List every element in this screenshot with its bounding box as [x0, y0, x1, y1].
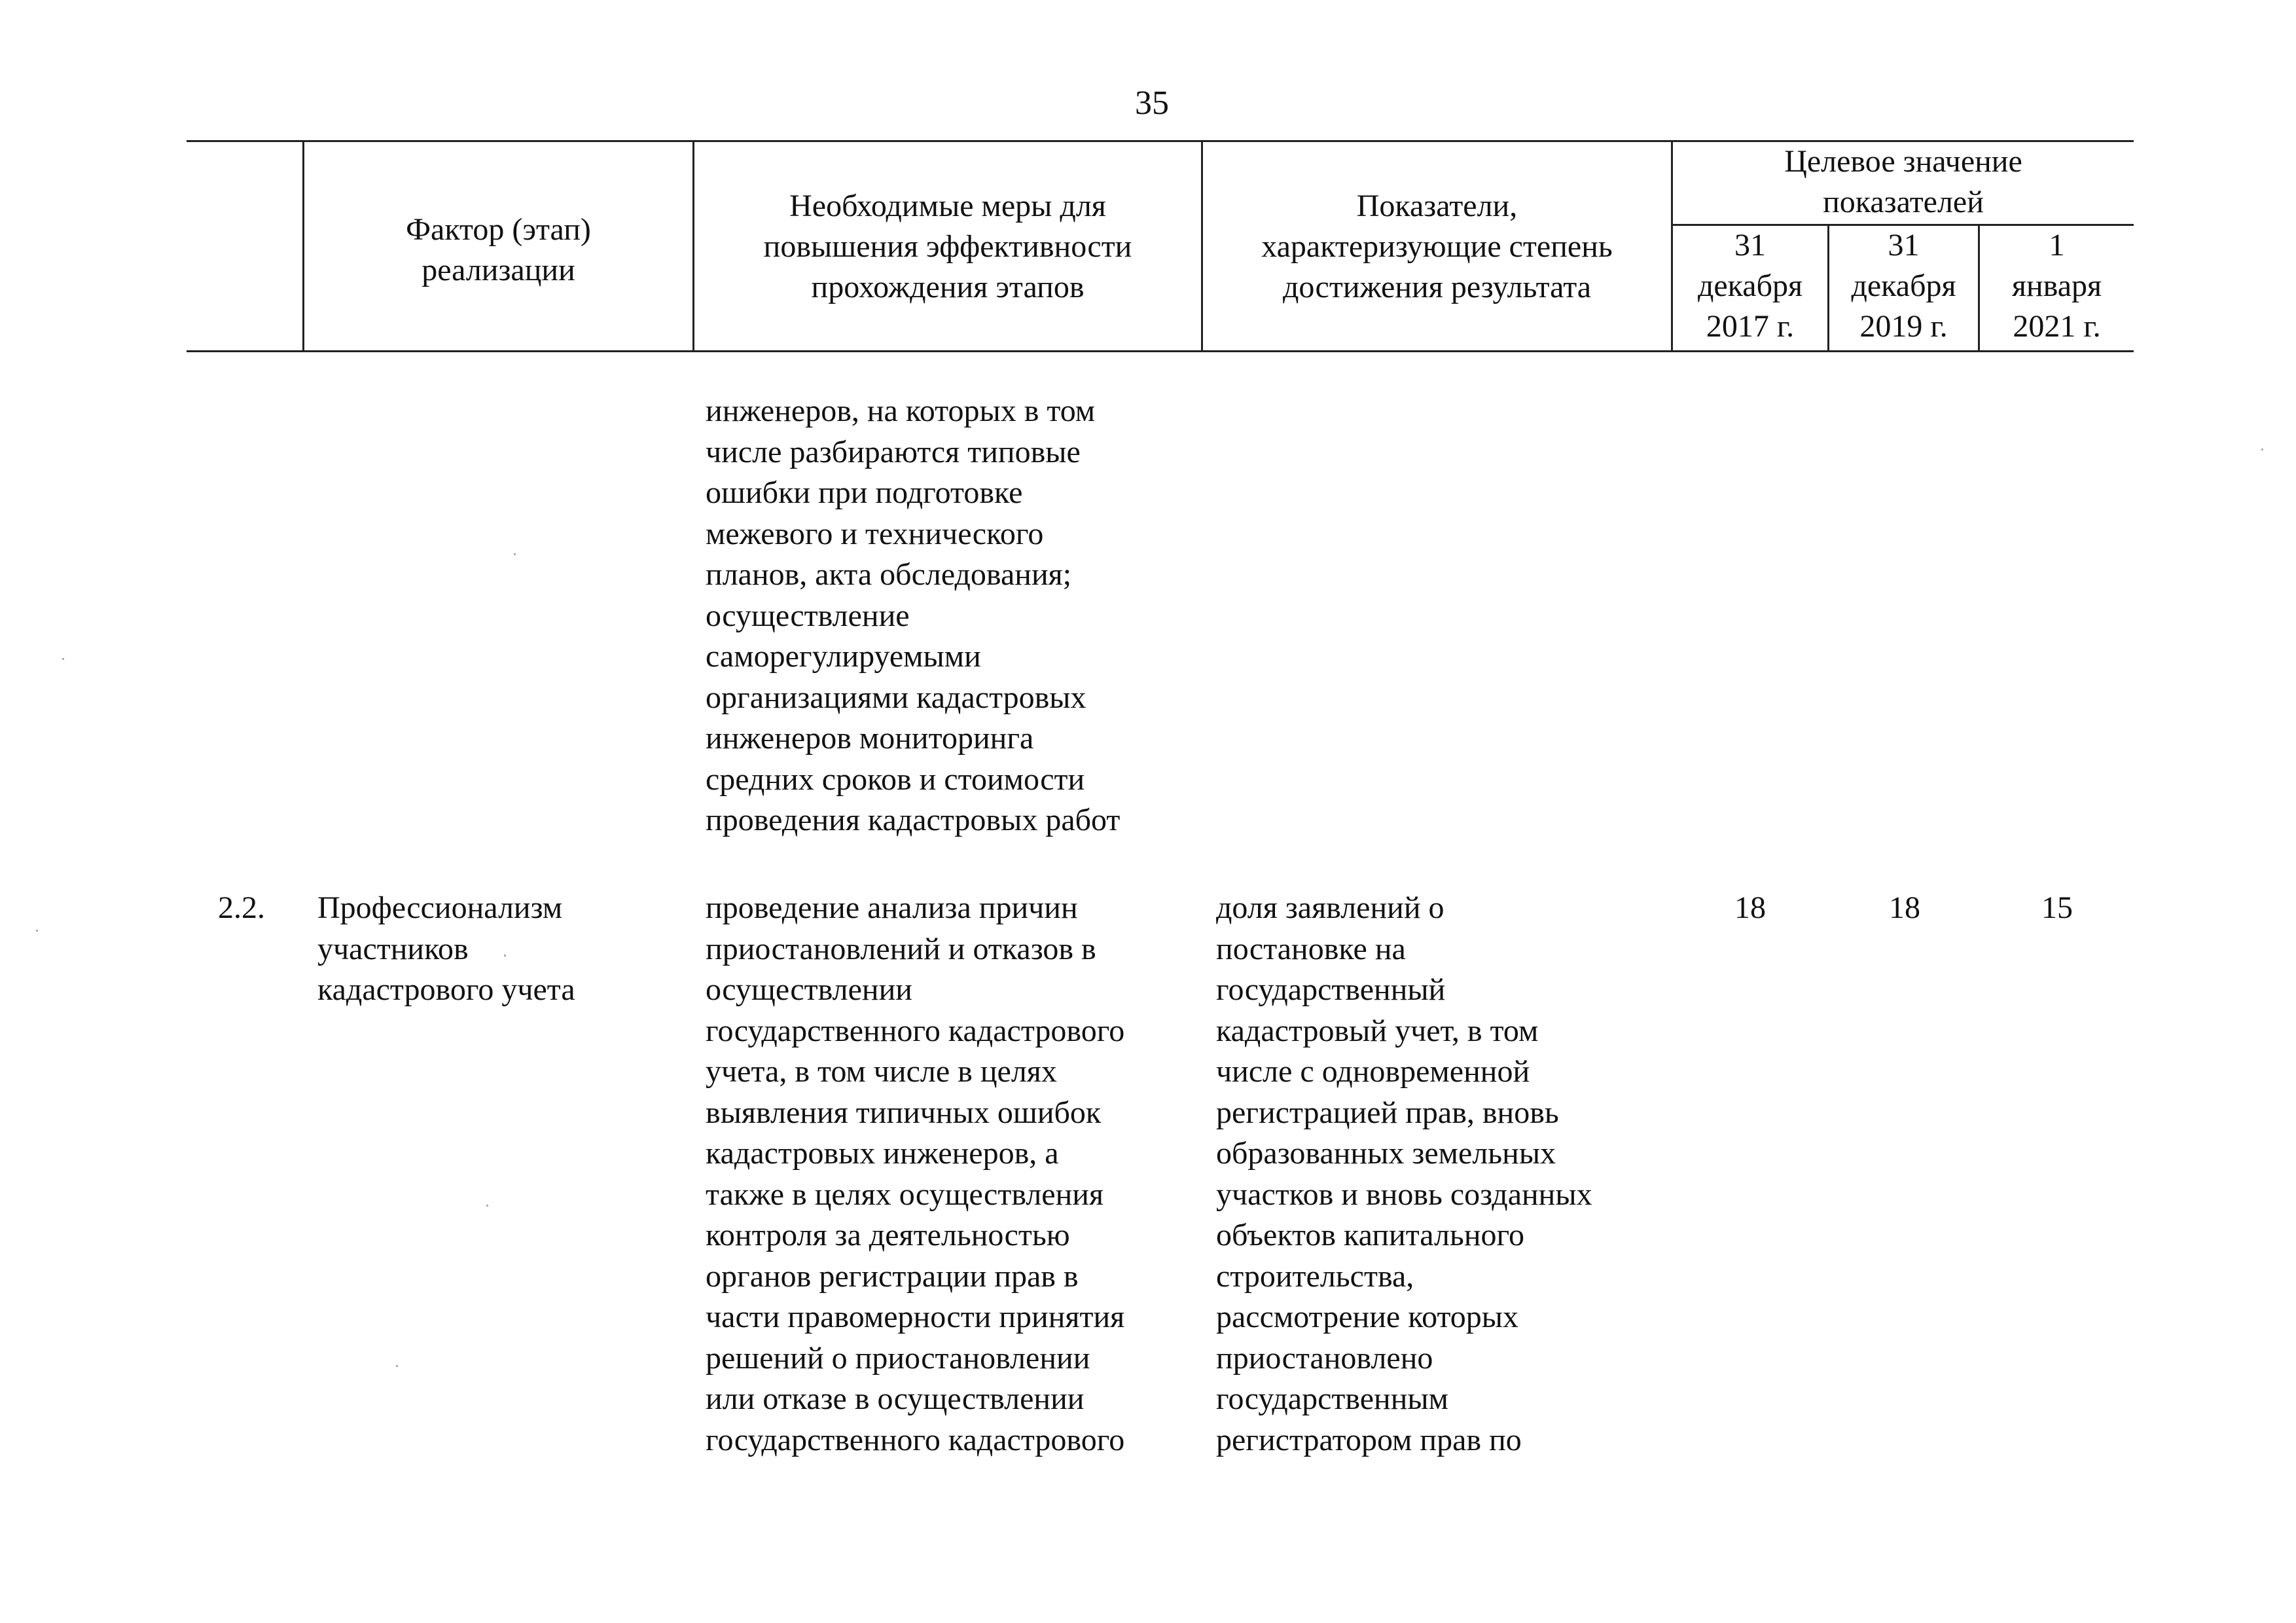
row-number: 2.2. — [218, 890, 265, 925]
header-bottom-rule — [187, 350, 2134, 352]
value-2017: 18 — [1734, 890, 1766, 925]
scan-speck — [504, 955, 506, 957]
value-2019: 18 — [1889, 890, 1920, 925]
continuation-measures-text: инженеров, на которых в том числе разбираются типовые ошибки при подготовке межевого и технического планов, акта обследования; осуществление саморегулируемыми организациями кадастровых инженеров мониторинга средних сроков и стоимости проведения кадастровых работ — [706, 393, 1121, 837]
header-indicators: Показатели, характеризующие степень достижения результата — [1261, 189, 1613, 304]
scan-speck — [2261, 448, 2263, 450]
value-2021: 15 — [2041, 890, 2073, 925]
scan-speck — [514, 553, 516, 555]
scan-speck — [62, 658, 64, 660]
scan-speck — [486, 1205, 488, 1207]
header-factor: Фактор (этап) реализации — [406, 212, 591, 287]
header-target-values: Целевое значение показателей — [1784, 144, 2022, 219]
header-measures: Необходимые меры для повышения эффективности прохождения этапов — [763, 189, 1132, 304]
header-date-2017: 31 декабря 2017 г. — [1697, 228, 1803, 344]
scan-speck — [396, 1365, 398, 1367]
scan-speck — [36, 930, 38, 932]
page-number: 35 — [1135, 84, 1169, 122]
row-indicator-text: доля заявлений о постановке на государственный кадастровый учет, в том числе с одновременной регистрацией прав, вновь образованных земельных участков и вновь созданных объектов капитального строительства, рассмотрение которых приостановлено государственным регистратором прав по — [1216, 890, 1592, 1457]
row-measures-text: проведение анализа причин приостановлений и отказов в осуществлении государственного кадастрового учета, в том числе в целях выявления типичных ошибок кадастровых инженеров, а также в целях осуществления контроля за деятельностью органов регистрации прав в части правомерности принятия решений о приостановлении или отказе в осуществлении государственного кадастрового — [706, 890, 1125, 1457]
header-date-2019: 31 декабря 2019 г. — [1851, 228, 1956, 344]
row-factor-text: Профессионализм участников кадастрового учета — [317, 890, 575, 1007]
header-date-2021: 1 января 2021 г. — [2011, 228, 2102, 344]
